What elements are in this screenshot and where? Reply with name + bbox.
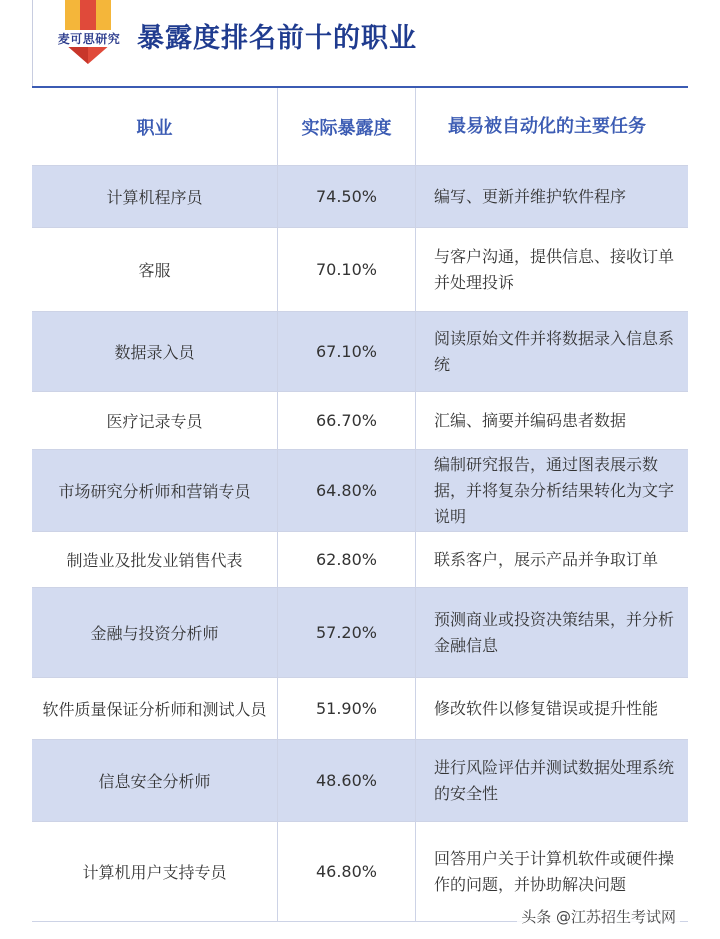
- exposure-cell: 74.50%: [278, 166, 416, 227]
- source-watermark: 头条 @江苏招生考试网: [517, 904, 680, 929]
- exposure-cell: 66.70%: [278, 392, 416, 449]
- page-header: [32, 0, 688, 86]
- logo-text: 麦可思研究: [53, 30, 125, 47]
- task-cell: 进行风险评估并测试数据处理系统的安全性: [434, 757, 675, 803]
- exposure-cell: 48.60%: [278, 740, 416, 821]
- logo: [53, 0, 125, 74]
- table-row: [32, 166, 688, 228]
- task-cell: 汇编、摘要并编码患者数据: [434, 410, 627, 430]
- exposure-table: [32, 86, 688, 922]
- table-row: [32, 532, 688, 588]
- job-cell: 金融与投资分析师: [32, 588, 278, 677]
- table-row: [32, 450, 688, 532]
- job-cell: 数据录入员: [32, 312, 278, 391]
- table-header-row: [32, 88, 688, 166]
- table-row: [32, 312, 688, 392]
- task-cell: 回答用户关于计算机软件或硬件操作的问题，并协助解决问题: [434, 848, 675, 894]
- exposure-cell: 46.80%: [278, 822, 416, 921]
- table-row: [32, 588, 688, 678]
- column-header-job: 职业: [32, 88, 278, 165]
- task-cell: 修改软件以修复错误或提升性能: [434, 698, 659, 718]
- exposure-cell: 70.10%: [278, 228, 416, 311]
- task-cell: 预测商业或投资决策结果，并分析金融信息: [434, 609, 675, 655]
- job-cell: 信息安全分析师: [32, 740, 278, 821]
- column-header-task: 最易被自动化的主要任务: [448, 115, 646, 137]
- table-row: [32, 678, 688, 740]
- exposure-cell: 51.90%: [278, 678, 416, 739]
- column-header-exposure: 实际暴露度: [278, 88, 416, 165]
- task-cell: 联系客户，展示产品并争取订单: [434, 549, 659, 569]
- job-cell: 医疗记录专员: [32, 392, 278, 449]
- exposure-cell: 62.80%: [278, 532, 416, 587]
- table-row: [32, 740, 688, 822]
- task-cell: 阅读原始文件并将数据录入信息系统: [434, 328, 675, 374]
- task-cell: 编写、更新并维护软件程序: [434, 186, 627, 206]
- table-row: [32, 392, 688, 450]
- page-title: 暴露度排名前十的职业: [137, 23, 417, 54]
- job-cell: 制造业及批发业销售代表: [32, 532, 278, 587]
- task-cell: 编制研究报告，通过图表展示数据，并将复杂分析结果转化为文字说明: [434, 454, 675, 526]
- job-cell: 软件质量保证分析师和测试人员: [32, 678, 278, 739]
- job-cell: 客服: [32, 228, 278, 311]
- exposure-cell: 67.10%: [278, 312, 416, 391]
- job-cell: 市场研究分析师和营销专员: [32, 450, 278, 531]
- exposure-cell: 64.80%: [278, 450, 416, 531]
- job-cell: 计算机程序员: [32, 166, 278, 227]
- job-cell: 计算机用户支持专员: [32, 822, 278, 921]
- task-cell: 与客户沟通，提供信息、接收订单并处理投诉: [434, 246, 675, 292]
- exposure-cell: 57.20%: [278, 588, 416, 677]
- table-row: [32, 228, 688, 312]
